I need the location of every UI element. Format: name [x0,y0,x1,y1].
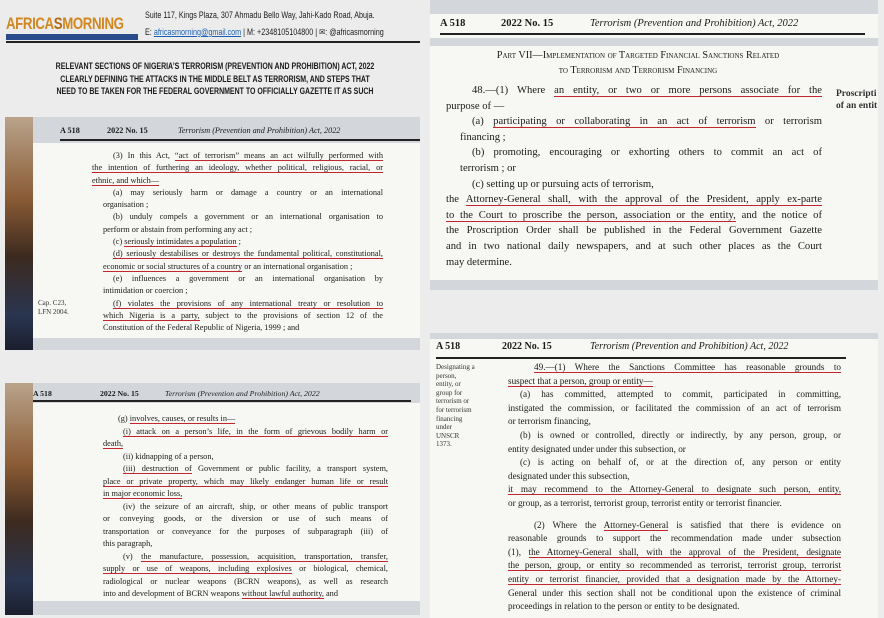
decorative-city-image [5,117,33,350]
margin-note-line: entity, or [436,380,461,389]
text-line [103,322,383,334]
text: reasonable grounds to support the recommendation made under subsection [508,533,841,544]
text-line [508,559,841,573]
underlined-text: to the Court to proscribe the person, association or the entity, [446,209,736,221]
paragraph [508,361,841,388]
text-line [446,208,822,224]
text-line [446,223,822,239]
text: or group, as a terrorist, terrorist group, terrorist entity or terrorist financier. [508,497,782,508]
text-line [123,551,388,564]
text: the Proscription Order shall be published in the Federal Government Gazette [446,225,822,237]
text: transportation or conveyance for the purposes of subparagraph (iii) of [103,526,388,536]
text: (v) [123,551,142,561]
africasmorning-logo [6,6,138,42]
text-line [446,99,822,115]
paragraph [92,248,383,273]
text-line [113,187,383,199]
paragraph [92,298,383,335]
underlined-text: which Nigeria is a party, [103,310,200,320]
margin-note-line: for terrorism [436,405,472,414]
text: ; [236,237,241,247]
text: designated under this subsection, [508,470,630,481]
text-line [103,538,388,551]
underlined-text: ethnic, and which— [92,175,160,185]
text: financing ; [460,131,506,143]
text-line [520,456,841,470]
header-rule [60,139,420,141]
text-line [103,261,383,273]
underlined-text: supply or use of weapons, including explosives [103,564,292,573]
text: and [323,589,338,598]
margin-note [836,88,877,112]
paragraph [103,451,388,464]
text-line [123,463,388,476]
excerpt-section-49 [430,333,878,618]
text: terrorism ; or [460,162,516,174]
text-line [534,361,841,375]
underlined-text: economic or social structures of a country [103,261,243,271]
underlined-text: Attorney-General shall, with the approval of the President, apply ex-parte [465,194,822,206]
paragraph [92,150,383,187]
header-rule [440,33,865,35]
text-line [508,587,841,601]
phone: | M: +2348105104800 | [241,27,320,37]
act-title-text: Terrorism (Prevention and Prohibition) Act, 2022 [178,126,341,135]
text: (a) may seriously harm or damage a country or an international [113,187,383,197]
act-title-text: Terrorism (Prevention and Prohibition) Act, 2022 [590,341,789,352]
text-line [508,415,841,429]
text-line [103,476,388,489]
margin-note [436,363,475,449]
text: is satisfied that there is evidence on [668,519,841,530]
act-title [178,126,340,135]
text: perform or abstain from performing any act ; [103,224,253,234]
title-line: CLEARLY DEFINING THE ATTACKS IN THE MIDDLE BELT AS TERRORISM, AND STEPS THAT [60,73,370,84]
underlined-text: the manufacture, possession, acquisition, transportation, transfer, [141,551,388,561]
text: organisation ; [103,200,149,210]
text: proceedings in relation to the person or entity to be designated. [508,601,740,612]
margin-note [38,299,69,316]
text: intimidation or coercion ; [103,286,188,296]
text: (iv) the seizure of an aircraft, ship, or other means of public transport [123,501,388,511]
text-line [103,513,388,526]
text: (c) setting up or pursuing acts of terrorism, [472,178,654,190]
paragraph [508,388,841,429]
text: into and development of BCRN weapons [103,589,242,598]
text-line [103,285,383,297]
text: General under this section shall not be conditional upon the existence of criminal [508,587,841,598]
text: (e) influences a government or an international organisation by [113,273,383,283]
paragraph [508,519,841,614]
text: entity designated under under this subsection, or [508,443,686,454]
text-line [103,576,388,589]
underlined-text: death, [103,439,124,448]
margin-note-line: group for [436,388,463,397]
text-line [508,375,841,389]
paragraph [508,429,841,456]
letterhead-address: Suite 117, Kings Plaza, 307 Ahmadu Bello Way, Jahi-Kado Road, Abuja. [145,10,375,20]
act-title [165,389,320,398]
underlined-text: the Attorney-General shall, with the approval of the President, designate [528,546,842,557]
section-body [103,413,388,601]
text: or biological, chemical, [291,564,388,573]
text-line [103,310,383,322]
logo-wordmark: AFRICASMORNING [6,14,124,33]
text-line [520,429,841,443]
text: (b) is owned or controlled, directly or indirectly, by any person, group, or [520,429,841,440]
underlined-text: entity or terrorist financier, provided that a designation made by the Attorney- [508,574,841,585]
page-number: A 518 [440,18,466,29]
decorative-city-image [5,383,33,615]
text-line [103,224,383,236]
part-heading: Part VII—Implementation of Targeted Financial Sanctions Related [496,50,780,61]
text-line [103,588,388,601]
text-line [508,402,841,416]
act-number: 2022 No. 15 [502,341,552,352]
text-line [534,519,841,533]
document-title [0,60,454,98]
underlined-text: (f) violates the provisions of any international treaty or resolution to [113,298,383,308]
text: or terrorism financing, [508,416,591,427]
text: may determine. [446,256,512,268]
underlined-text: in major economic loss, [103,489,183,498]
section-body [92,150,383,334]
text-line [92,175,383,187]
text: this paragraph, [103,539,153,548]
paragraph [103,413,388,426]
social-handle: ✉: @africasmorning [319,27,384,37]
underlined-text: suspect that a person, group or entity— [508,375,653,386]
text: or terrorism [755,116,822,128]
text-line [508,483,841,497]
text-line [113,236,383,248]
text: (ii) kidnapping of a person, [123,451,214,461]
text-line [446,255,822,271]
section-body [508,361,841,614]
text: (2) Where the [534,519,604,530]
text: (a) has committed, attempted to commit, participated in committing, [520,389,841,400]
text-line [508,532,841,546]
act-title-text: Terrorism (Prevention and Prohibition) Act, 2022 [165,389,320,398]
act-number: 2022 No. 15 [501,18,554,29]
underlined-text: the person, group, or entity so recommended as terrorist, terrorist group, terrorist [508,560,841,571]
paragraph [446,83,822,114]
underlined-text: “act of terrorism” means an act wilfully performed with [174,151,383,160]
text-line [508,470,841,484]
margin-note-line: of an entit [836,101,878,111]
text-line [508,497,841,511]
text: and the notice of [735,209,822,221]
letterhead-contacts [145,27,384,38]
text: 48.—(1) Where [472,85,555,96]
text-line [113,211,383,223]
title-line: NEED TO BE TAKEN FOR THE FEDERAL GOVERNMENT TO OFFICIALLY GAZETTE IT AS SUCH [56,86,374,97]
page-number: A 518 [33,389,52,398]
text-line [103,563,388,576]
text-line [508,600,841,614]
margin-note-line: under [436,423,452,432]
text-line [113,298,383,310]
paragraph [92,273,383,298]
paragraph [446,114,822,145]
underlined-text: place or private property, which may likely endanger human life or result [103,476,388,486]
text-line [103,438,388,451]
margin-note-line: Proscripti [836,89,877,99]
underlined-text: it may recommend to the Attorney-General to designate such person, entity, [508,484,841,495]
title-line: RELEVANT SECTIONS OF NIGERIA’S TERRORISM (PREVENTION AND PROHIBITION) ACT, 2022 [55,61,375,71]
logo-tagline-bar [6,34,138,40]
paragraph [92,236,383,248]
act-title [590,341,788,352]
text-line [103,526,388,539]
paragraph [508,456,841,483]
header-rule [436,357,846,359]
text-line [472,114,822,130]
text-line [472,145,822,161]
text-line [508,573,841,587]
text-line [92,162,383,174]
margin-note-line: terrorism or [436,397,470,406]
underlined-text: (i) attack on a person’s life, in the form of grievous bodily harm or [123,426,388,436]
text: (b) promoting, encouraging or exhorting others to commit an act of [472,147,822,159]
underlined-text: seriously intimidates a population [124,237,237,247]
paragraph [92,211,383,236]
text-line [123,426,388,439]
text-line [508,443,841,457]
act-title [590,18,798,29]
text: Government or public facility, a transport system, [191,464,388,473]
act-number: 2022 No. 15 [100,389,139,398]
act-number: 2022 No. 15 [107,126,148,135]
paragraph [103,463,388,501]
text: (3) In this Act, [113,151,175,160]
text: the [446,194,466,206]
text: instigated the commission, or facilitated the commission of an act of terrorism [508,402,841,413]
paragraph [446,192,822,270]
text-line [460,130,822,146]
text-line [460,161,822,177]
paragraph [103,501,388,551]
underlined-text: the intention of furthering an ideology, whether political, religious, racial, or [92,163,383,173]
text-line [123,451,388,464]
paragraph [103,551,388,601]
act-title-text: Terrorism (Prevention and Prohibition) Act, 2022 [590,18,799,29]
margin-note-line: financing [436,414,463,423]
underlined-text: Attorney-General [603,519,669,530]
text-line [113,273,383,285]
text: (1), [508,546,529,557]
text-line [520,388,841,402]
margin-note-line: 1373. [436,440,452,449]
paragraph [446,145,822,176]
excerpt-section-3 [5,117,420,350]
text: and in two national daily newspapers, and at such other places as the Court [446,240,822,252]
text-line [113,150,383,162]
text: subject to the provisions of section 12 of the [199,310,383,320]
header-rule [33,400,411,402]
text-line [103,488,388,501]
excerpt-section-3g [5,383,420,615]
underlined-text: involves, causes, or results in— [129,414,236,423]
text: or an international organisation ; [242,261,353,271]
text-line [446,192,822,208]
email-link[interactable]: africasmorning@gmail.com [153,27,242,37]
margin-note-line: person, [436,371,457,380]
text-line [118,413,388,426]
section-body [446,83,822,270]
text-line [508,546,841,560]
text-line [123,501,388,514]
excerpt-section-48 [430,0,878,290]
page-number: A 518 [60,126,80,135]
margin-note-line: Cap. C23, [38,299,67,307]
underlined-text: without lawful authority, [241,589,324,598]
text-line [103,199,383,211]
underlined-text: an entity, or two or more persons associate for the [554,85,823,96]
email-label: E: [145,27,154,37]
paragraph [103,426,388,451]
underlined-text: participating or collaborating in an act of terrorism [493,116,756,128]
margin-note-line: UNSCR [436,431,460,440]
part-heading: to Terrorism and Terrorism Financing [558,65,718,76]
text: (c) [113,237,125,247]
underlined-text: 49.—(1) Where the Sanctions Committee has reasonable grounds to [534,362,841,372]
text-line [446,239,822,255]
letterhead-divider [6,41,420,43]
text: (b) unduly compels a government or an international organisation to [113,212,383,222]
text-line [472,83,822,99]
text: or conveying goods, or the diversion or use of such means of [103,514,388,523]
paragraph [508,483,841,510]
text-line [472,177,822,193]
underlined-text: (d) seriously destabilises or destroys the fundamental political, constitutional, [113,249,383,259]
text: purpose of — [446,100,505,112]
text-line [113,248,383,260]
text: radiological or nuclear weapons (BCRN weapons), as well as research [103,576,388,586]
underlined-text: (iii) destruction of [123,464,192,473]
margin-note-line: Designating a [436,363,475,371]
text: (c) is acting on behalf of, or at the direction of, any person or entity [520,457,841,468]
text: (a) [472,116,494,128]
page-number: A 518 [436,341,461,352]
text: (g) [118,414,130,423]
paragraph [92,187,383,212]
text: Constitution of the Federal Republic of Nigeria, 1999 ; and [103,323,300,333]
margin-note-line: LFN 2004. [38,307,69,316]
paragraph [446,177,822,193]
